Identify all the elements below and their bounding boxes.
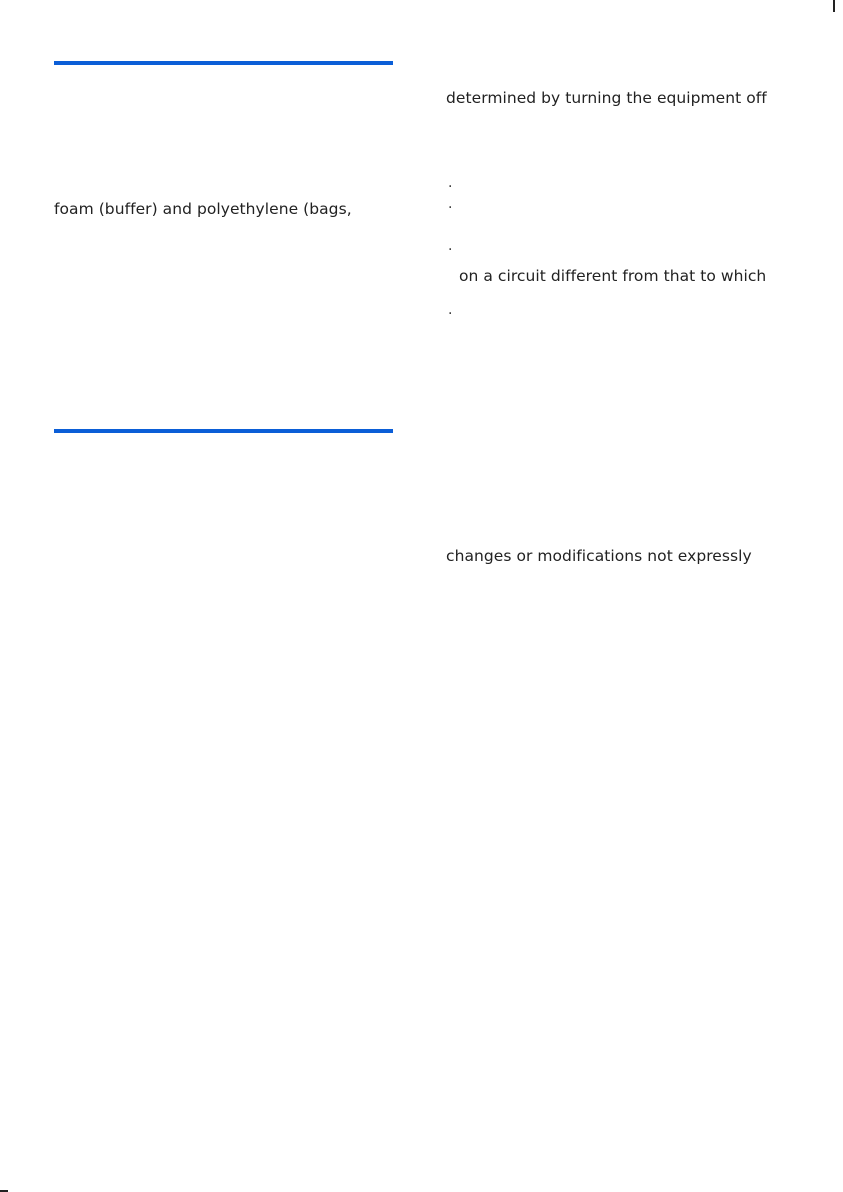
section-rule-top	[54, 61, 393, 65]
body-text-circuit: on a circuit different from that to which	[459, 267, 767, 285]
bullet-4: ·	[448, 306, 453, 322]
bullet-1: ·	[448, 179, 453, 195]
page-corner-mark	[833, 0, 835, 12]
bullet-3: ·	[448, 242, 453, 258]
body-text-changes: changes or modifications not expressly	[446, 547, 752, 565]
bullet-2: ·	[448, 200, 453, 216]
body-text-foam: foam (buffer) and polyethylene (bags,	[54, 200, 352, 218]
body-text-determined: determined by turning the equipment off	[446, 89, 767, 107]
section-rule-middle	[54, 429, 393, 433]
